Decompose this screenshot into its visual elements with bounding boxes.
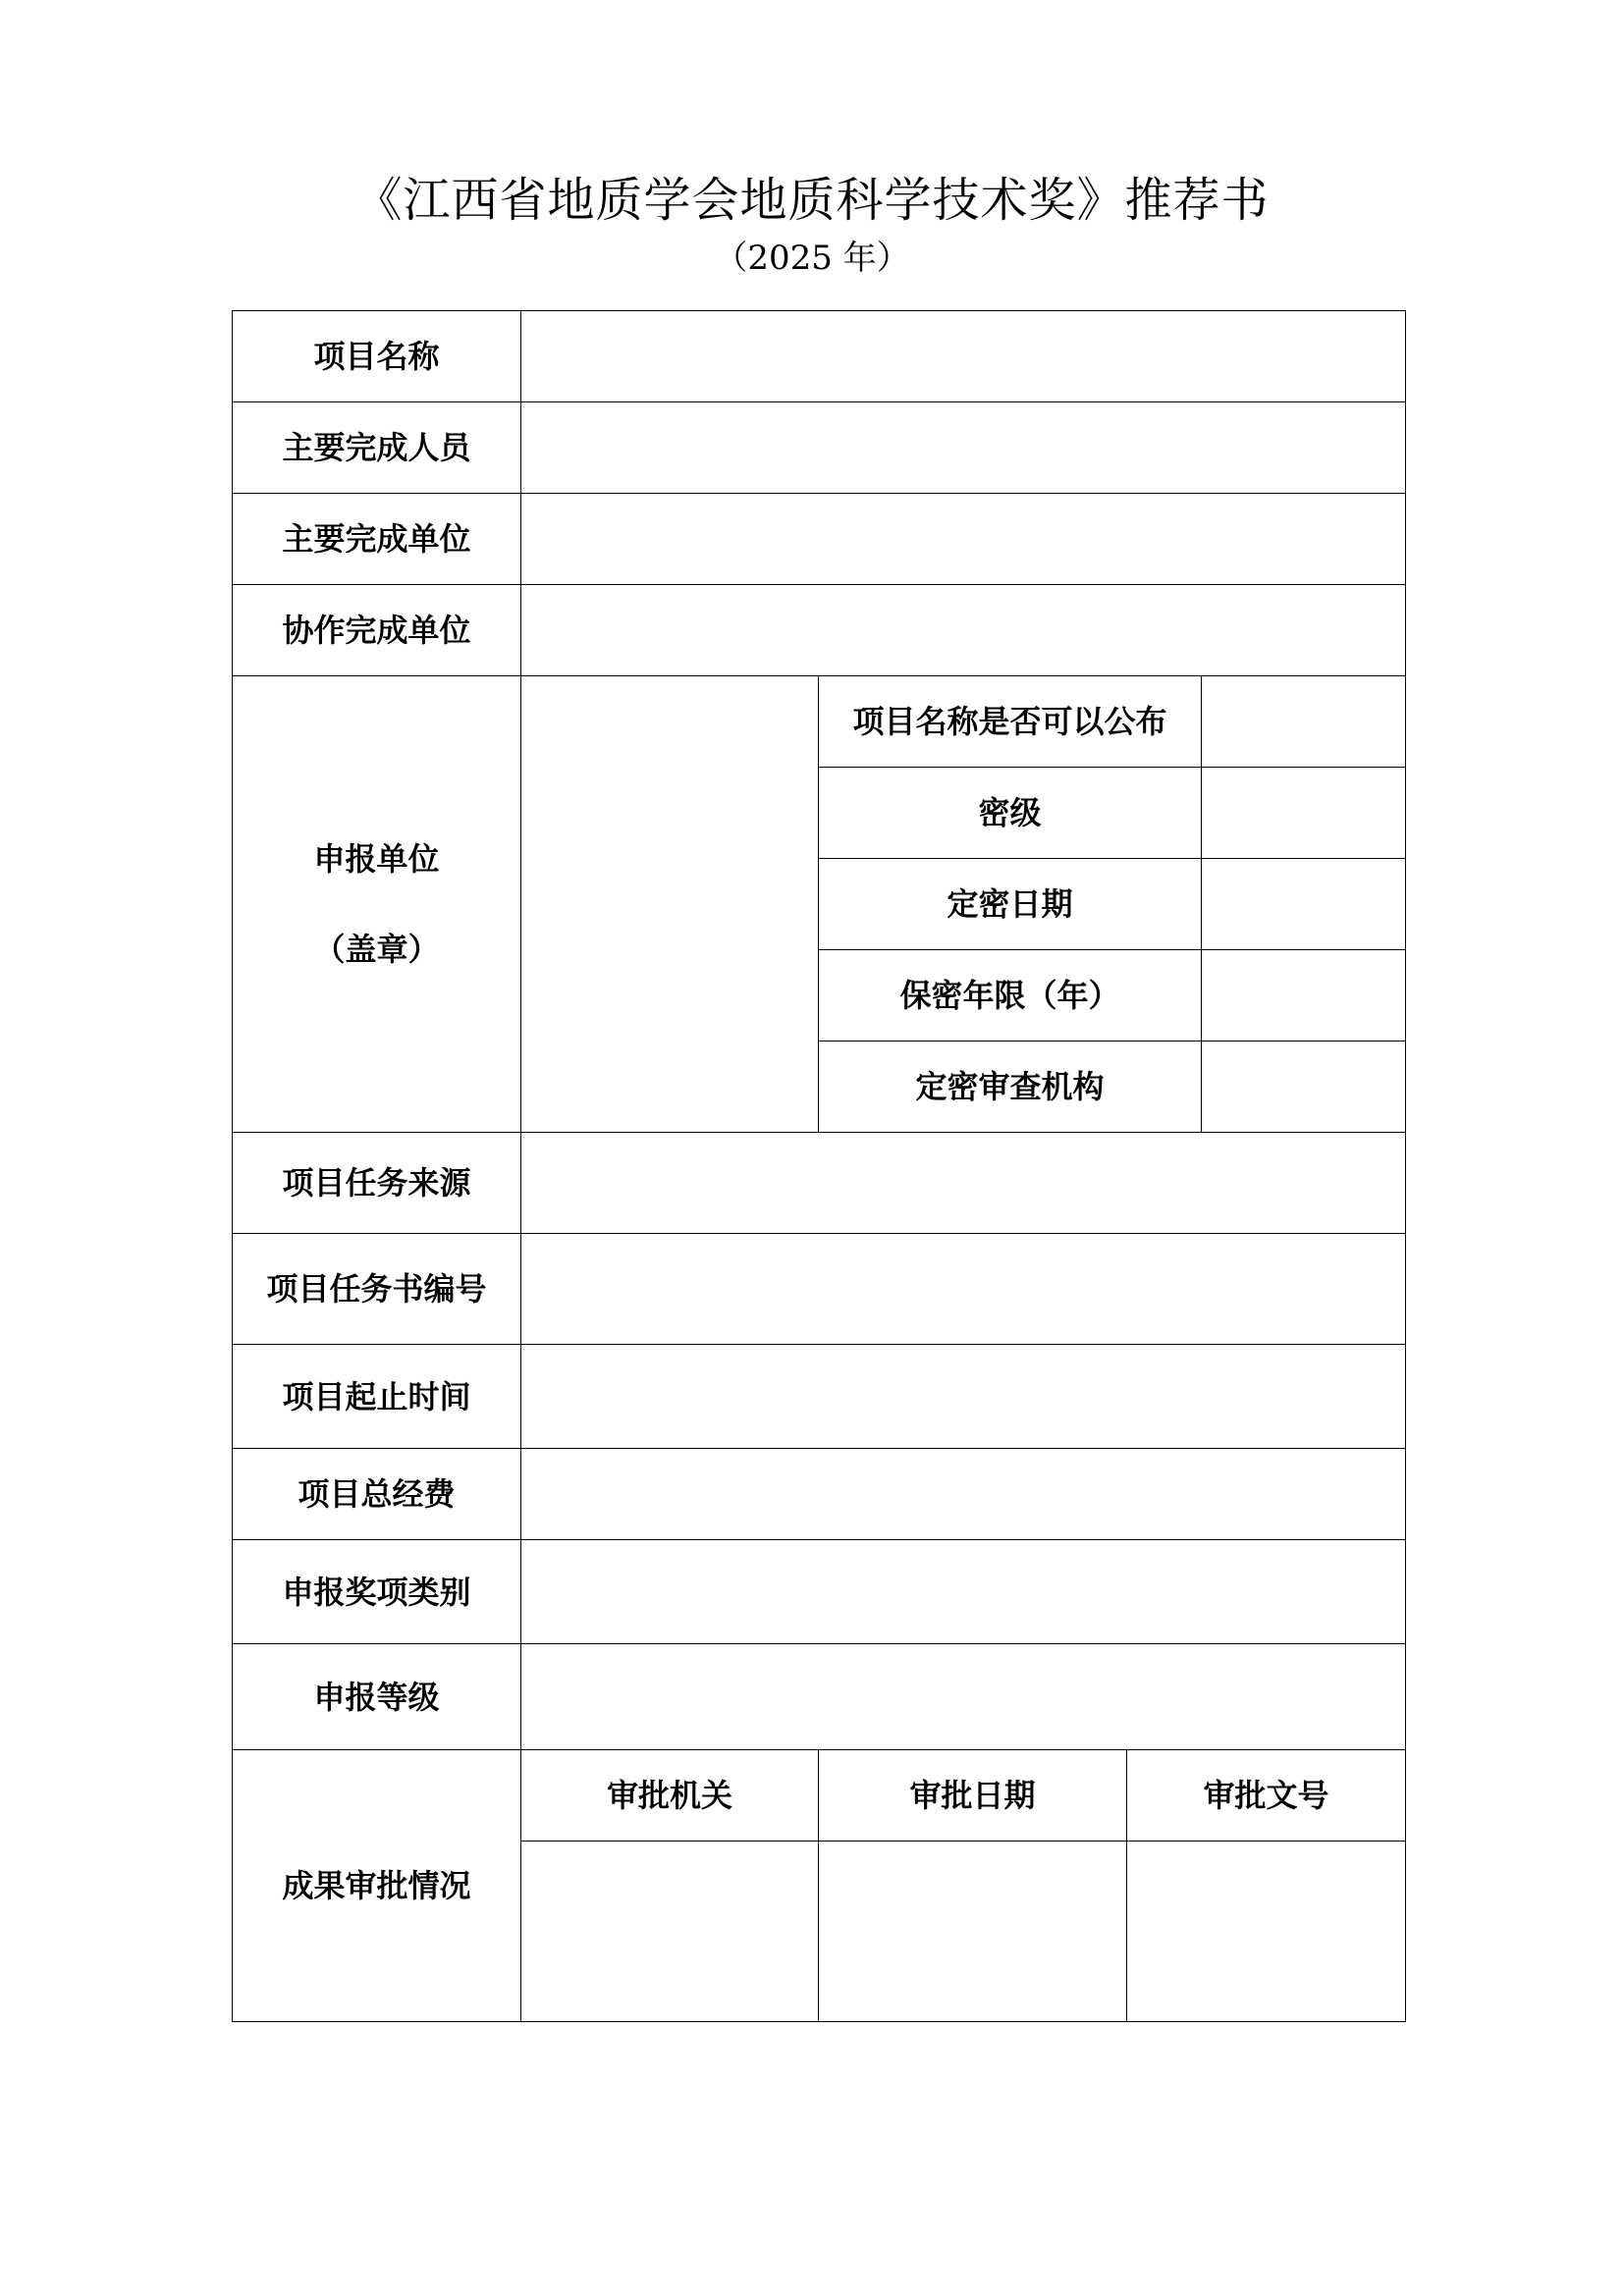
label-main-unit: 主要完成单位 — [233, 494, 521, 585]
total-budget-field[interactable] — [521, 1449, 1406, 1540]
award-category-field[interactable] — [521, 1540, 1406, 1644]
main-unit-field[interactable] — [521, 494, 1406, 585]
label-applicant-unit — [233, 676, 521, 1133]
applicant-unit-seal-field[interactable] — [521, 676, 819, 1133]
approval-number-field[interactable] — [1127, 1842, 1406, 2022]
document-title: 《江西省地质学会地质科学技术奖》推荐书 — [354, 173, 1270, 228]
period-field[interactable] — [521, 1345, 1406, 1449]
secrecy-date-field[interactable] — [1202, 859, 1406, 950]
row-award-level — [233, 1644, 1406, 1750]
label-secrecy-date: 定密日期 — [819, 859, 1202, 950]
row-coop-unit — [233, 585, 1406, 676]
label-task-number: 项目任务书编号 — [233, 1234, 521, 1345]
secrecy-years-field[interactable] — [1202, 950, 1406, 1041]
label-award-category: 申报奖项类别 — [233, 1540, 521, 1644]
row-task-number — [233, 1234, 1406, 1345]
project-name-field[interactable] — [521, 311, 1406, 402]
task-source-field[interactable] — [521, 1133, 1406, 1234]
row-secrecy-publishable — [233, 676, 1406, 768]
row-task-source — [233, 1133, 1406, 1234]
col-approval-authority: 审批机关 — [521, 1750, 819, 1842]
row-project-name — [233, 311, 1406, 402]
row-period — [233, 1345, 1406, 1449]
row-main-unit — [233, 494, 1406, 585]
label-main-personnel: 主要完成人员 — [233, 402, 521, 494]
award-level-field[interactable] — [521, 1644, 1406, 1750]
secrecy-level-field[interactable] — [1202, 768, 1406, 859]
label-project-name: 项目名称 — [233, 311, 521, 402]
label-secrecy-level: 密级 — [819, 768, 1202, 859]
row-approval-header — [233, 1750, 1406, 1842]
label-approval: 成果审批情况 — [233, 1750, 521, 2022]
label-award-level: 申报等级 — [233, 1644, 521, 1750]
main-personnel-field[interactable] — [521, 402, 1406, 494]
label-secrecy-years: 保密年限（年） — [819, 950, 1202, 1041]
col-approval-date: 审批日期 — [819, 1750, 1127, 1842]
publishable-field[interactable] — [1202, 676, 1406, 768]
label-task-source: 项目任务来源 — [233, 1133, 521, 1234]
applicant-unit-sublabel: （盖章） — [313, 931, 440, 968]
applicant-unit-label: 申报单位 — [313, 840, 440, 878]
task-number-field[interactable] — [521, 1234, 1406, 1345]
row-award-category — [233, 1540, 1406, 1644]
label-coop-unit: 协作完成单位 — [233, 585, 521, 676]
recommendation-form-table — [232, 310, 1406, 2022]
approval-date-field[interactable] — [819, 1842, 1127, 2022]
label-secrecy-review-org: 定密审查机构 — [819, 1041, 1202, 1133]
col-approval-number: 审批文号 — [1127, 1750, 1406, 1842]
approval-authority-field[interactable] — [521, 1842, 819, 2022]
row-main-personnel — [233, 402, 1406, 494]
row-total-budget — [233, 1449, 1406, 1540]
secrecy-review-org-field[interactable] — [1202, 1041, 1406, 1133]
label-spacer — [233, 879, 520, 930]
coop-unit-field[interactable] — [521, 585, 1406, 676]
label-total-budget: 项目总经费 — [233, 1449, 521, 1540]
label-period: 项目起止时间 — [233, 1345, 521, 1449]
document-year: （2025 年） — [714, 239, 910, 278]
label-publishable: 项目名称是否可以公布 — [819, 676, 1202, 768]
